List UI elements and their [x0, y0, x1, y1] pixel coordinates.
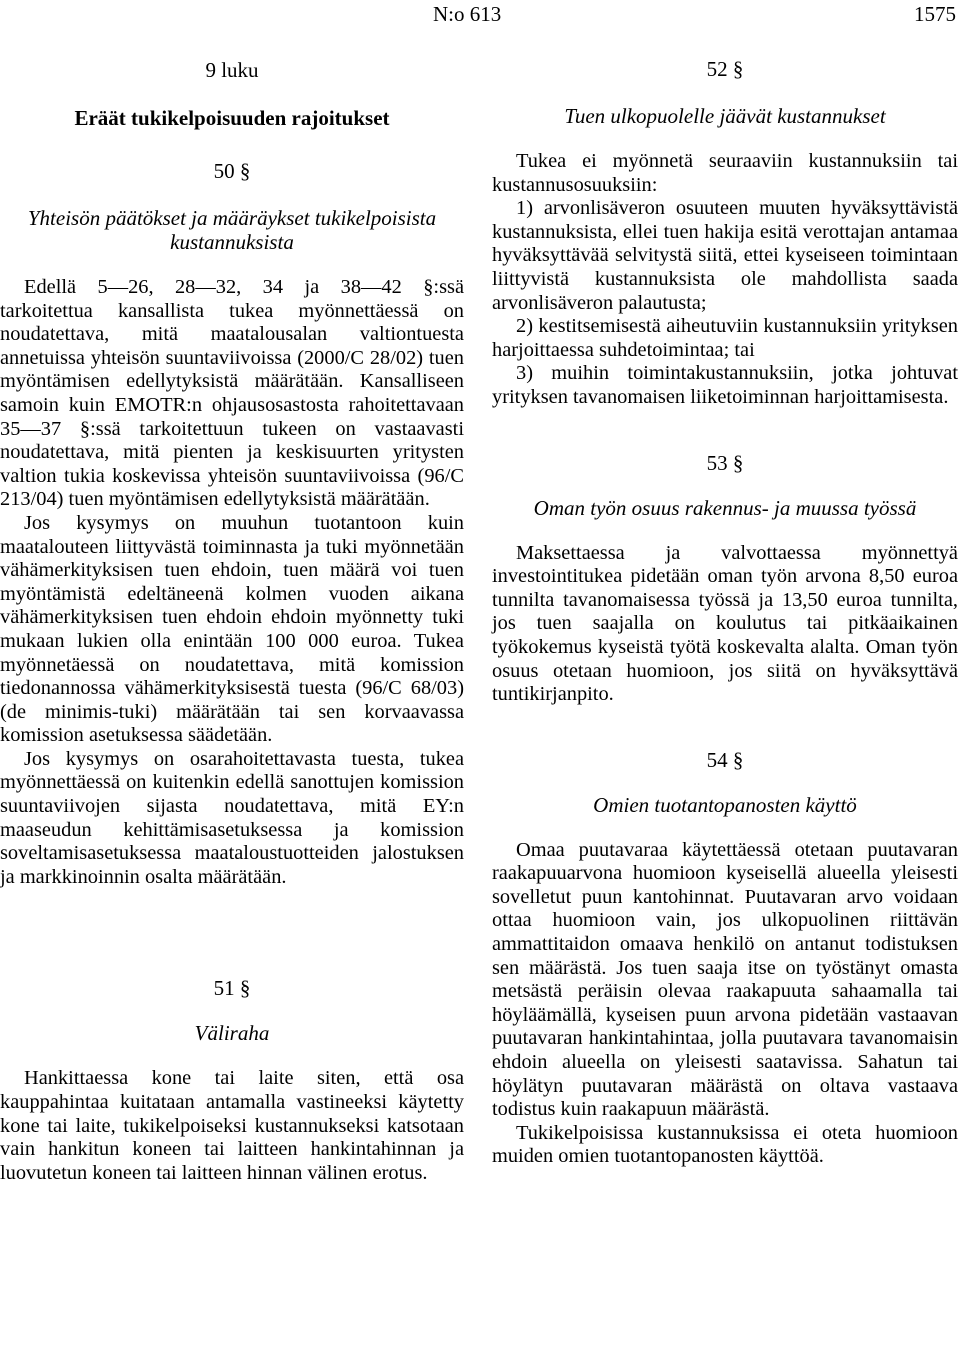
paragraph: Maksettaessa ja valvottaessa myönnettyä investointitukea pidetään oman työn arvona 8,50 euroa tunnilta tavanomaisessa työssä ja 13,50 euroa tunnilta, jos tuen saajalla on koulutus tai pitkäaikainen työkokemus kyseistä työtä koskevalta alalta. Oman työn osuus otetaan huomioon, jos siitä on hyväksyttävä tuntikirjanpito.	[492, 541, 958, 706]
left-column	[0, 56, 464, 1185]
section-title: Omien tuotantopanosten käyttö	[593, 792, 857, 817]
paragraph: Edellä 5—26, 28—32, 34 ja 38—42 §:ssä tarkoitettua kansallista tukea myönnettäessä on noudatettava, mitä maatalousalan valtiontuesta annetuissa yhteisön suuntaviivoissa (2000/C 28/02) tuen myöntämisen edellytyksistä määrätään. Kansalliseen samoin kuin EMOTR:n ohjausosastosta rahoitettavaan 35—37 §:ssä tarkoitettuun tukeen on vastaavasti noudatettava, mitä pienten ja keskisuurten yritysten valtion tukia koskevissa yhteisön suuntaviivoissa (96/C 213/04) tuen myöntämisen edellytyksistä määrätään.	[0, 276, 464, 511]
chapter-heading: 9 luku	[205, 58, 259, 82]
section-title: Väliraha	[194, 1021, 270, 1046]
page-header	[0, 0, 960, 30]
paragraph: Jos kysymys on muuhun tuotantoon kuin maatalouteen liittyvästä toiminnasta ja tuki myönnetään vähämerkityksisen tuen ehdoin, tuen määrä voi tuen myöntämistä edeltäneenä kolmen vuoden aikana vähämerkityksisen tuen ehdoin ehdoin myönnetty tuki mukaan lukien olla enintään 100 000 euroa. Tukea myönnetäessä on noudatettava, mitä komission tiedonannossa vähämerkityksisestä tuesta (96/C 68/03) (de minimis-tuki) määrätään tai sen korvaavassa komission asetuksessa säädetään.	[0, 511, 464, 747]
section-title: Oman työn osuus rakennus- ja muussa työssä	[533, 495, 917, 520]
section-title: Yhteisön päätökset ja määräykset tukikelpoisista kustannuksista	[27, 206, 437, 254]
list-item: 3) muihin toimintakustannuksiin, jotka johtuvat yrityksen tavanomaisen liiketoiminnan harjoittamisesta.	[492, 362, 958, 408]
paragraph: Hankittaessa kone tai laite siten, että osa kauppahintaa kuitataan antamalla vastineeksi käytetty kone tai laite, tukikelpoiseksi kustannukseksi katsotaan vain hankitun koneen tai laitteen hankintahinnan ja luovutetun koneen tai laitteen hinnan välinen erotus.	[0, 1067, 464, 1184]
section-number: 50 §	[213, 159, 251, 183]
list-item: 1) arvonlisäveron osuuteen muuten hyväksyttävistä kustannuksista, ellei tuen hakija esitä verottajan antamaa hyväksyttävää selvitystä siitä, ettei kyseiseen toimintaan liittyvistä kustannuksista ole mahdollista saada arvonlisäveron palautusta;	[492, 197, 958, 314]
list-item: 2) kestitsemisestä aiheutuviin kustannuksiin yrityksen harjoittaessa suhdetoimintaa; tai	[492, 315, 958, 361]
section-51	[0, 975, 464, 1185]
right-column	[492, 56, 958, 1169]
section-54	[492, 747, 958, 1169]
paragraph: Omaa puutavaraa käytettäessä otetaan puutavaran raakapuuarvona huomioon kyseisellä alueella yleisesti sovelletut puun kantohinnat. Puutavaran arvo voidaan ottaa huomioon vain, jos ulkopuolinen riittävän ammattitaidon omaava henkilö on antanut todistuksen sen määrästä. Jos tuen saaja itse on työstänyt omasta metsästä peräisin olevaa raakapuuta sahaamalla tai höyläämällä, kyseisen puun arvona pidetään vastaavan puutavaran hankintahintaa, jolla puutavara tavanomaisin ehdoin alueella on yleisesti saatavissa. Sahatun tai höylätyn puutavaran määrästä on oltava vastaava todistus kuin raakapuun määrästä.	[492, 838, 958, 1121]
chapter-title: Eräät tukikelpoisuuden rajoitukset	[74, 106, 390, 130]
section-number: 51 §	[213, 976, 251, 1001]
section-number: 54 §	[706, 747, 744, 772]
page-number: 1575	[914, 2, 956, 26]
section-50	[0, 158, 464, 889]
section-52	[492, 56, 958, 410]
section-53	[492, 450, 958, 707]
section-title: Tuen ulkopuolelle jäävät kustannukset	[564, 104, 886, 128]
document-number: N:o 613	[433, 2, 502, 26]
paragraph: Jos kysymys on osarahoitettavasta tuesta, tukea myönnettäessä on kuitenkin edellä sanottujen komission suuntaviivojen sijasta noudatettava, mitä EY:n maaseudun kehittämisasetuksessa ja komission soveltamisasetuksessa maataloustuotteiden jalostuksen ja markkinoinnin osalta määrätään.	[0, 747, 464, 888]
paragraph: Tukikelpoisissa kustannuksissa ei oteta huomioon muiden omien tuotantopanosten käyttöä.	[492, 1121, 958, 1168]
paragraph: Tukea ei myönnetä seuraaviin kustannuksiin tai kustannusosuuksiin:	[492, 150, 958, 196]
section-number: 52 §	[706, 57, 744, 81]
section-number: 53 §	[706, 450, 744, 475]
